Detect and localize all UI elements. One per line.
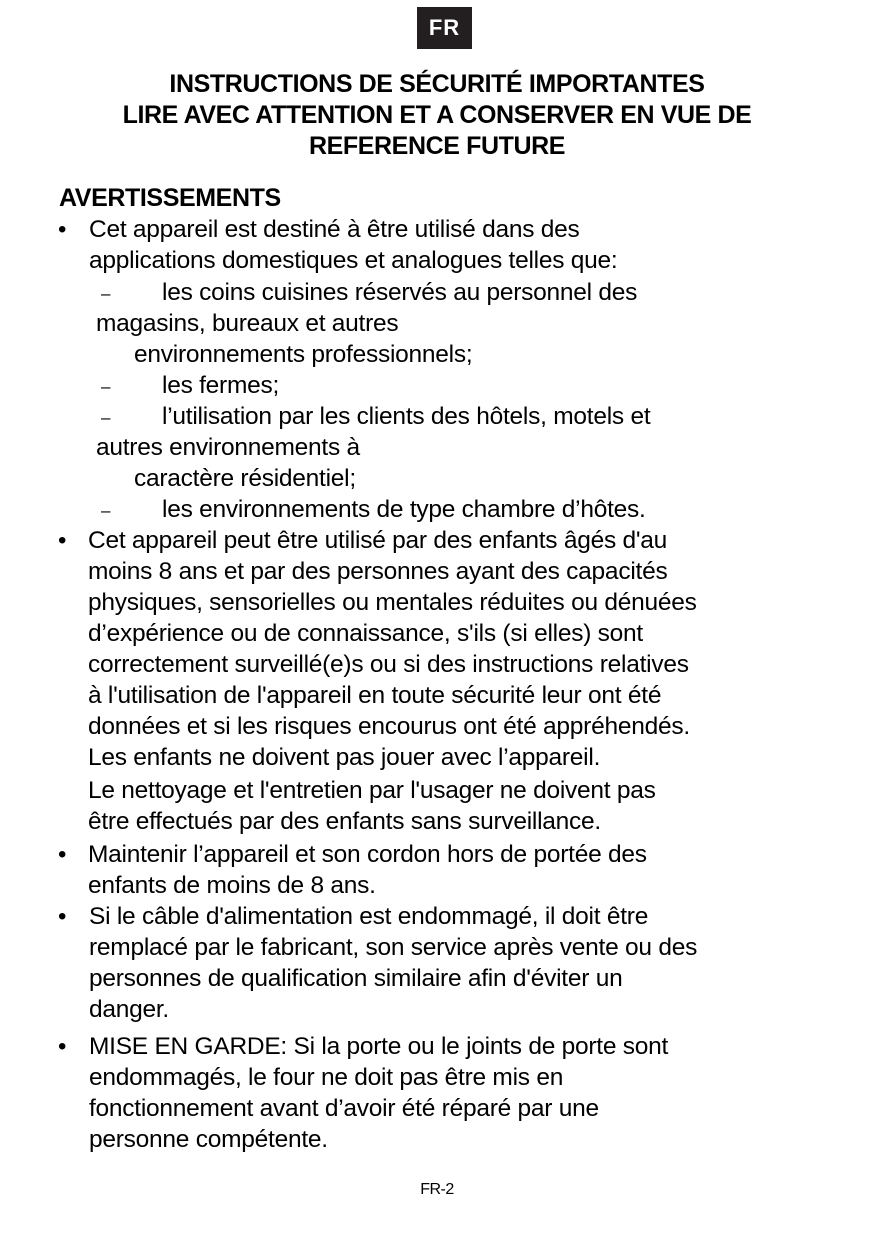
- item-1-line-1: Cet appareil est destiné à être utilisé dans des: [89, 216, 580, 243]
- item-2-line-3: physiques, sensorielles ou mentales réduites ou dénuées: [88, 589, 697, 616]
- item-2-line-2: moins 8 ans et par des personnes ayant des capacités: [88, 558, 668, 585]
- item-2-line-8: Les enfants ne doivent pas jouer avec l’appareil.: [88, 744, 601, 771]
- item-2-line-5: correctement surveillé(e)s ou si des instructions relatives: [88, 651, 689, 678]
- item-2-line-7: données et si les risques encourus ont été appréhendés.: [88, 713, 690, 740]
- item-2-line-6: à l'utilisation de l'appareil en toute sécurité leur ont été: [88, 682, 662, 709]
- language-badge: FR: [417, 7, 472, 49]
- section-heading: AVERTISSEMENTS: [59, 184, 281, 212]
- item-1-line-2: applications domestiques et analogues telles que:: [89, 247, 618, 274]
- item-5-line-2: endommagés, le four ne doit pas être mis en: [89, 1064, 564, 1091]
- page-title-line-2: LIRE AVEC ATTENTION ET A CONSERVER EN VUE DE: [122, 101, 752, 129]
- bullet-icon: •: [58, 1033, 67, 1060]
- bullet-icon: •: [58, 903, 67, 930]
- page-title-line-3: REFERENCE FUTURE: [308, 132, 566, 160]
- item-2-line-1: Cet appareil peut être utilisé par des enfants âgés d'au: [88, 527, 668, 554]
- item-2-line-4: d’expérience ou de connaissance, s'ils (si elles) sont: [88, 620, 643, 647]
- bullet-icon: •: [58, 527, 67, 554]
- page-number: FR-2: [420, 1181, 454, 1198]
- subitem-1-line-2: magasins, bureaux et autres: [96, 310, 399, 337]
- subitem-3-line-3: caractère résidentiel;: [134, 465, 356, 492]
- page-title-line-1: INSTRUCTIONS DE SÉCURITÉ IMPORTANTES: [169, 70, 705, 98]
- item-3-line-1: Maintenir l’appareil et son cordon hors de portée des: [88, 841, 647, 868]
- dash-icon: –: [101, 284, 111, 303]
- item-5-line-4: personne compétente.: [89, 1126, 328, 1153]
- subitem-2-line-1: les fermes;: [162, 372, 280, 399]
- bullet-icon: •: [58, 841, 67, 868]
- item-2-line-9: Le nettoyage et l'entretien par l'usager ne doivent pas: [88, 777, 656, 804]
- item-4-line-2: remplacé par le fabricant, son service après vente ou des: [89, 934, 698, 961]
- bullet-icon: •: [58, 216, 67, 243]
- dash-icon: –: [101, 501, 111, 520]
- item-5-line-1: MISE EN GARDE: Si la porte ou le joints de porte sont: [89, 1033, 669, 1060]
- subitem-3-line-2: autres environnements à: [96, 434, 360, 461]
- item-4-line-3: personnes de qualification similaire afin d'éviter un: [89, 965, 623, 992]
- item-4-line-4: danger.: [89, 996, 169, 1023]
- item-2-line-10: être effectués par des enfants sans surveillance.: [88, 808, 601, 835]
- item-4-line-1: Si le câble d'alimentation est endommagé, il doit être: [89, 903, 649, 930]
- item-3-line-2: enfants de moins de 8 ans.: [88, 872, 376, 899]
- subitem-1-line-1: les coins cuisines réservés au personnel des: [162, 279, 638, 306]
- dash-icon: –: [101, 377, 111, 396]
- subitem-1-line-3: environnements professionnels;: [134, 341, 473, 368]
- subitem-4-line-1: les environnements de type chambre d’hôtes.: [162, 496, 646, 523]
- subitem-3-line-1: l’utilisation par les clients des hôtels, motels et: [162, 403, 651, 430]
- dash-icon: –: [101, 408, 111, 427]
- item-5-line-3: fonctionnement avant d’avoir été réparé par une: [89, 1095, 599, 1122]
